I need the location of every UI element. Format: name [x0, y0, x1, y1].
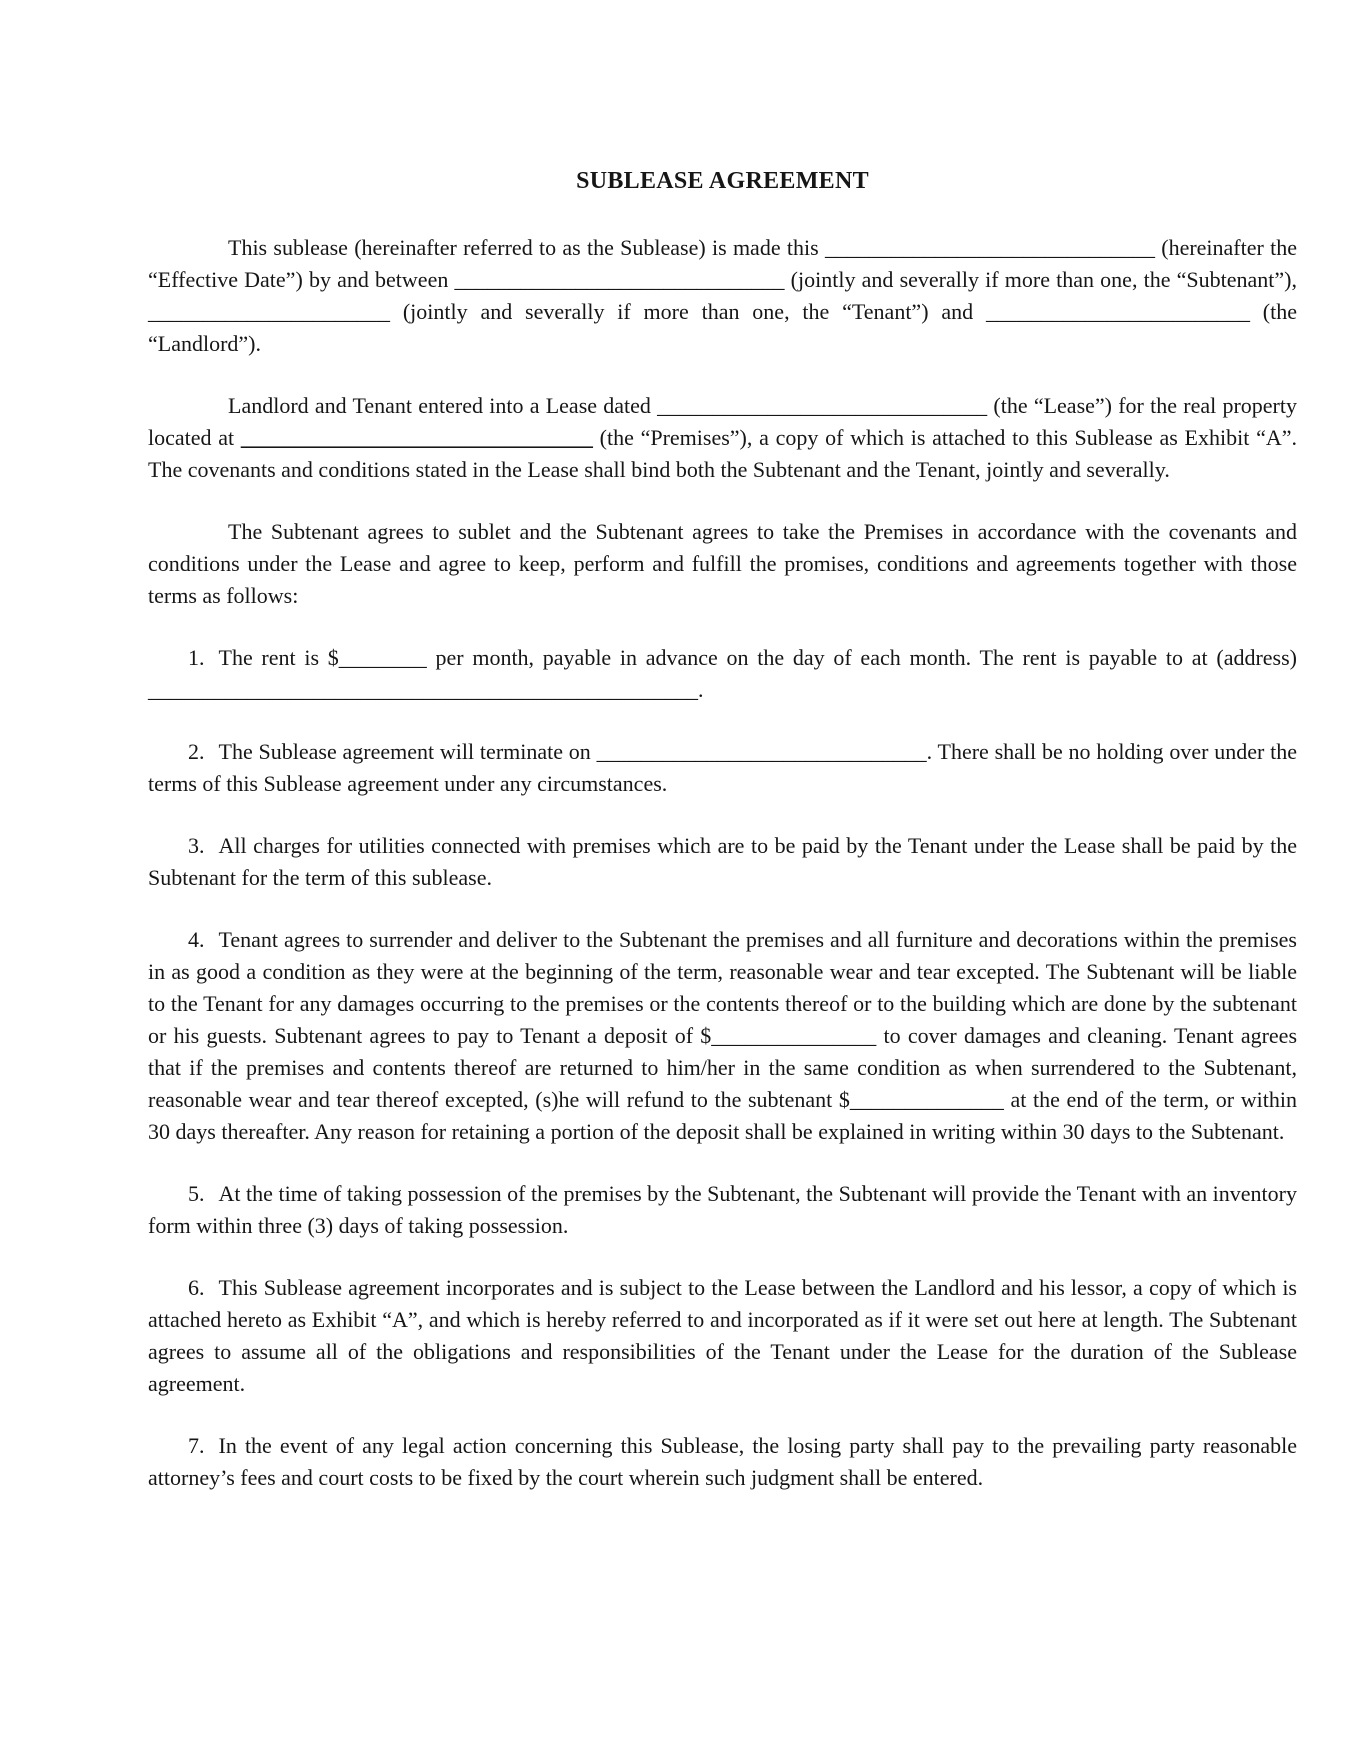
blank-fill-in-line: __________________________________________________	[148, 677, 698, 702]
clause-7-legal-action	[148, 1430, 1297, 1494]
blank-fill-in-line: _______________	[711, 1023, 877, 1048]
blank-fill-in-line: ______________	[849, 1087, 1004, 1112]
text-run: (jointly and severally if more than one, the “Tenant”) and	[390, 299, 986, 324]
clause-1-rent	[148, 642, 1297, 706]
text-run: . There shall be no holding over under the terms of this Sublease agreement under any circumstances.	[148, 739, 1297, 796]
blank-fill-in-line: ________________________________	[240, 425, 593, 450]
text-run: This sublease (hereinafter referred to as the Sublease) is made this	[228, 235, 825, 260]
text-run: (the “Premises”), a copy of which is attached to this Sublease as Exhibit “A”. The covenants and conditions stated in the Lease shall bind both the Subtenant and the Tenant, jointly and severally.	[148, 425, 1297, 482]
text-run: at the end of the term, or within 30 days thereafter. Any reason for retaining a portion of the deposit shall be explained in writing within 30 days to the Subtenant.	[148, 1087, 1297, 1144]
text-run: .	[698, 677, 704, 702]
clause-5-inventory	[148, 1178, 1297, 1242]
sublet-agreement-paragraph	[148, 516, 1297, 612]
blank-fill-in-line: ______________________________	[454, 267, 785, 292]
document-title: SUBLEASE AGREEMENT	[576, 168, 869, 194]
document-body	[148, 232, 1297, 1494]
clause-4-deposit	[148, 924, 1297, 1148]
clause-3-utilities	[148, 830, 1297, 894]
clause-6-incorporation	[148, 1272, 1297, 1400]
text-run: (the “Lease”) for the real property located at	[148, 393, 1297, 450]
text-run: (jointly and severally if more than one, the “Subtenant”),	[784, 267, 1298, 292]
clause-4-deposit-number: 4.	[188, 927, 205, 952]
clause-1-rent-number: 1.	[188, 645, 205, 670]
clause-7-legal-action-number: 7.	[188, 1433, 205, 1458]
text-run: The Sublease agreement will terminate on	[218, 739, 597, 764]
blank-fill-in-line: ______________________	[148, 299, 390, 324]
text-run: (the “Landlord”).	[148, 299, 1297, 356]
text-run: (hereinafter the “Effective Date”) by and between	[148, 235, 1297, 292]
blank-fill-in-line: ______________________________	[824, 235, 1155, 260]
text-run: to cover damages and cleaning. Tenant agrees that if the premises and contents thereof are returned to him/her in the same condition as when surrendered to the Subtenant, reasonable wear and tear thereof excepted, (s)he will refund to the subtenant $	[148, 1023, 1298, 1112]
text-run: At the time of taking possession of the premises by the Subtenant, the Subtenant will provide the Tenant with an inventory form within three (3) days of taking possession.	[148, 1181, 1297, 1238]
lease-reference-paragraph	[148, 390, 1297, 486]
text-run: Landlord and Tenant entered into a Lease dated	[228, 393, 658, 418]
text-run: The rent is $	[218, 645, 339, 670]
text-run: This Sublease agreement incorporates and is subject to the Lease between the Landlord and his lessor, a copy of which is attached hereto as Exhibit “A”, and which is hereby referred to and incorporated as if it were set out here at length. The Subtenant agrees to assume all of the obligations and responsibilities of the Tenant under the Lease for the duration of the Sublease agreement.	[148, 1275, 1297, 1396]
blank-fill-in-line: ________	[338, 645, 427, 670]
clause-3-utilities-number: 3.	[188, 833, 205, 858]
clause-2-termination	[148, 736, 1297, 800]
text-run: Tenant agrees to surrender and deliver to the Subtenant the premises and all furniture and decorations within the premises in as good a condition as they were at the beginning of the term, reasonable wear and tear excepted. The Subtenant will be liable to the Tenant for any damages occurring to the premises or the contents thereof or to the building which are done by the subtenant or his guests. Subtenant agrees to pay to Tenant a deposit of $	[148, 927, 1297, 1048]
text-run: per month, payable in advance on the day of each month. The rent is payable to at (address)	[426, 645, 1297, 670]
text-run: All charges for utilities connected with premises which are to be paid by the Tenant under the Lease shall be paid by the Subtenant for the term of this sublease.	[148, 833, 1297, 890]
blank-fill-in-line: ______________________________	[596, 739, 927, 764]
text-run: In the event of any legal action concerning this Sublease, the losing party shall pay to the prevailing party reasonable attorney’s fees and court costs to be fixed by the court wherein such judgment shall be entered.	[148, 1433, 1297, 1490]
intro-paragraph	[148, 232, 1297, 360]
clause-2-termination-number: 2.	[188, 739, 205, 764]
clause-5-inventory-number: 5.	[188, 1181, 205, 1206]
text-run: The Subtenant agrees to sublet and the Subtenant agrees to take the Premises in accordance with the covenants and conditions under the Lease and agree to keep, perform and fulfill the promises, conditions and agreements together with those terms as follows:	[148, 519, 1297, 608]
blank-fill-in-line: ______________________________	[657, 393, 988, 418]
clause-6-incorporation-number: 6.	[188, 1275, 205, 1300]
blank-fill-in-line: ________________________	[985, 299, 1250, 324]
